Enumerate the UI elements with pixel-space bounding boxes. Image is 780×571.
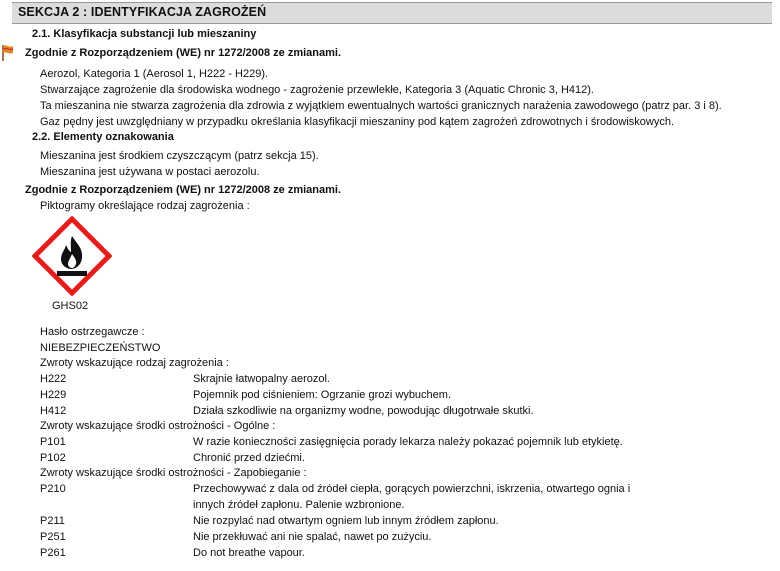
signal-word-label: Hasło ostrzegawcze : bbox=[40, 326, 145, 338]
pictogram-code: GHS02 bbox=[52, 300, 89, 312]
precaution-code: P210 bbox=[40, 483, 66, 495]
classification-line-4: Gaz pędny jest uwzględniany w przypadku określania klasyfikacji mieszaniny pod kątem zagrożeń zdrowotnych i środowiskowych. bbox=[40, 116, 675, 128]
subsection-2-2-heading: 2.2. Elementy oznakowania bbox=[32, 131, 174, 143]
precaution-text: Do not breathe vapour. bbox=[193, 547, 305, 559]
hazard-code: H412 bbox=[40, 405, 67, 417]
hazard-text: Działa szkodliwie na organizmy wodne, powodując długotrwałe skutki. bbox=[193, 405, 534, 417]
precaution-text: Przechowywać z dala od źródeł ciepła, gorących powierzchni, iskrzenia, otwartego ognia i bbox=[193, 483, 631, 495]
hazard-code: H229 bbox=[40, 389, 67, 401]
flame-pictogram-icon bbox=[32, 216, 112, 296]
precaution-code: P102 bbox=[40, 452, 66, 464]
precaution-text-continued: innych źródeł zapłonu. Palenie wzbronione. bbox=[193, 499, 405, 511]
classification-line-1: Aerozol, Kategoria 1 (Aerosol 1, H222 - H229). bbox=[40, 68, 269, 80]
subsection-2-1-heading: 2.1. Klasyfikacja substancji lub mieszaniny bbox=[32, 28, 257, 40]
precaution-text: Chronić przed dziećmi. bbox=[193, 452, 305, 464]
precaution-code: P261 bbox=[40, 547, 66, 559]
precaution-code: P101 bbox=[40, 436, 66, 448]
signal-word: NIEBEZPIECZEŃSTWO bbox=[40, 342, 161, 354]
precaution-code: P251 bbox=[40, 531, 66, 543]
hazard-text: Skrajnie łatwopalny aerozol. bbox=[193, 373, 330, 385]
classification-line-2: Stwarzające zagrożenie dla środowiska wodnego - zagrożenie przewlekłe, Kategoria 3 (Aquatic Chronic 3, H412). bbox=[40, 84, 594, 96]
precaution-general-label: Zwroty wskazujące środki ostrożności - Ogólne : bbox=[40, 420, 276, 432]
bookmark-flag-icon bbox=[0, 44, 14, 62]
precaution-prevention-label: Zwroty wskazujące środki ostrożności - Zapobieganie : bbox=[40, 467, 307, 479]
pictograms-label: Piktogramy określające rodzaj zagrożenia : bbox=[40, 200, 250, 212]
precaution-code: P211 bbox=[40, 515, 65, 527]
labelling-line-1: Mieszanina jest środkiem czyszczącym (patrz sekcja 15). bbox=[40, 150, 319, 162]
section-title: SEKCJA 2 : IDENTYFIKACJA ZAGROŻEŃ bbox=[18, 5, 267, 19]
hazard-code: H222 bbox=[40, 373, 67, 385]
precaution-text: W razie konieczności zasięgnięcia porady lekarza należy pokazać pojemnik lub etykietę. bbox=[193, 436, 623, 448]
hazard-text: Pojemnik pod ciśnieniem: Ogrzanie grozi wybuchem. bbox=[193, 389, 452, 401]
precaution-text: Nie przekłuwać ani nie spalać, nawet po zużyciu. bbox=[193, 531, 432, 543]
precaution-text: Nie rozpylać nad otwartym ogniem lub innym źródłem zapłonu. bbox=[193, 515, 499, 527]
hazard-statements-label: Zwroty wskazujące rodzaj zagrożenia : bbox=[40, 357, 229, 369]
regulation-note-2: Zgodnie z Rozporządzeniem (WE) nr 1272/2008 ze zmianami. bbox=[25, 184, 342, 196]
labelling-line-2: Mieszanina jest używana w postaci aerozolu. bbox=[40, 166, 260, 178]
regulation-note-1: Zgodnie z Rozporządzeniem (WE) nr 1272/2008 ze zmianami. bbox=[25, 47, 342, 59]
classification-line-3: Ta mieszanina nie stwarza zagrożenia dla zdrowia z wyjątkiem ewentualnych wartości granicznych narażenia zawodowego (patrz par. 3 i 8). bbox=[40, 100, 722, 112]
